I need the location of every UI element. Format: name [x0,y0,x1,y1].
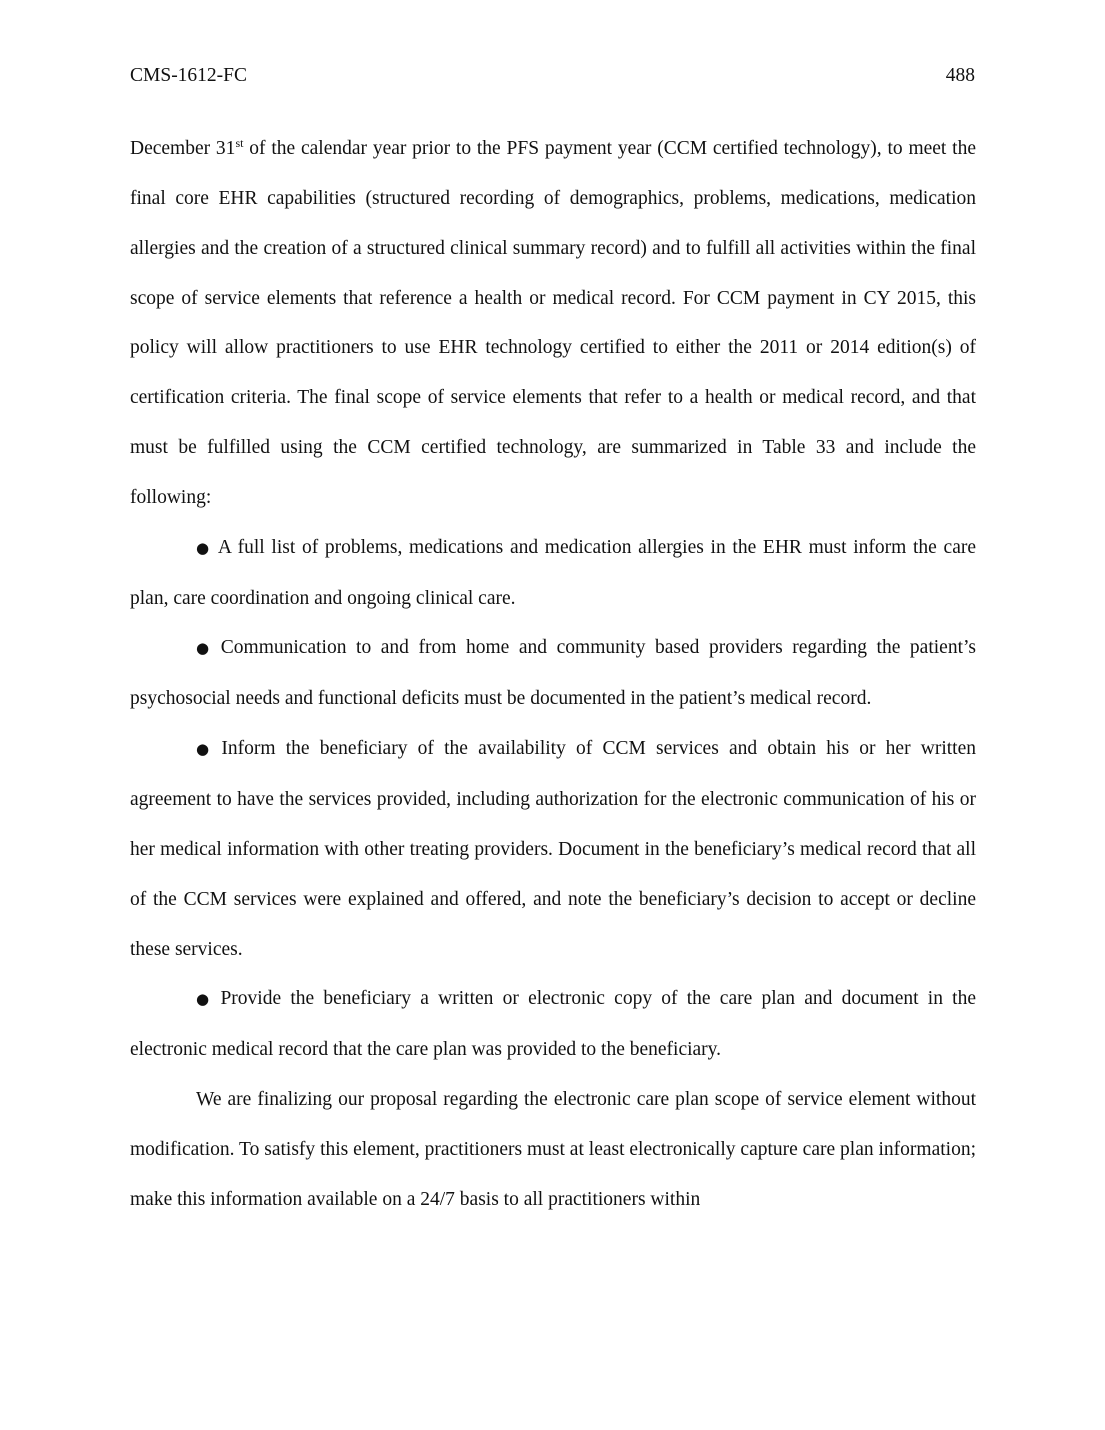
paragraph-final: We are finalizing our proposal regarding the electronic care plan scope of service element without modification. To satisfy this element, practitioners must at least electronically capture care plan information; make this information available on a 24/7 basis to all practitioners within [130,1089,976,1210]
bullet-text: A full list of problems, medications and medication allergies in the EHR must inform the care plan, care coordination and ongoing clinical care. [130,536,976,609]
page-header [130,65,975,93]
bullet-icon: ● [196,990,214,1009]
bullet-icon: ● [196,538,211,557]
bullet-text: Provide the beneficiary a written or electronic copy of the care plan and document in the electronic medical record that the care plan was provided to the beneficiary. [130,988,976,1061]
bullet-item [130,523,976,624]
bullet-item [130,623,976,724]
paragraph-intro [130,124,976,523]
bullet-item [130,974,976,1075]
page-number: 488 [945,65,975,86]
document-id: CMS-1612-FC [130,65,248,86]
bullet-icon: ● [196,740,215,759]
bullet-item [130,724,976,974]
paragraph-intro-start: December 31 [130,138,236,159]
body-text [130,124,976,1225]
paragraph-intro-rest: of the calendar year prior to the PFS payment year (CCM certified technology), to meet the final core EHR capabilities (structured recording of demographics, problems, medications, medication allergies and the creation of a structured clinical summary record) and to fulfill all activities within the final scope of service elements that reference a health or medical record. For CCM payment in CY 2015, this policy will allow practitioners to use EHR technology certified to either the 2011 or 2014 edition(s) of certification criteria. The final scope of service elements that refer to a health or medical record, and that must be fulfilled using the CCM certified technology, are summarized in Table 33 and include the following: [130,138,976,508]
bullet-text: Inform the beneficiary of the availability of CCM services and obtain his or her written agreement to have the services provided, including authorization for the electronic communication of his or her medical information with other treating providers. Document in the beneficiary’s medical record that all of the CCM services were explained and offered, and note the beneficiary’s decision to accept or decline these services. [130,738,976,960]
bullet-icon: ● [196,639,214,658]
bullet-text: Communication to and from home and community based providers regarding the patient’s psychosocial needs and functional deficits must be documented in the patient’s medical record. [130,637,976,710]
ordinal-superscript: st [235,136,244,150]
